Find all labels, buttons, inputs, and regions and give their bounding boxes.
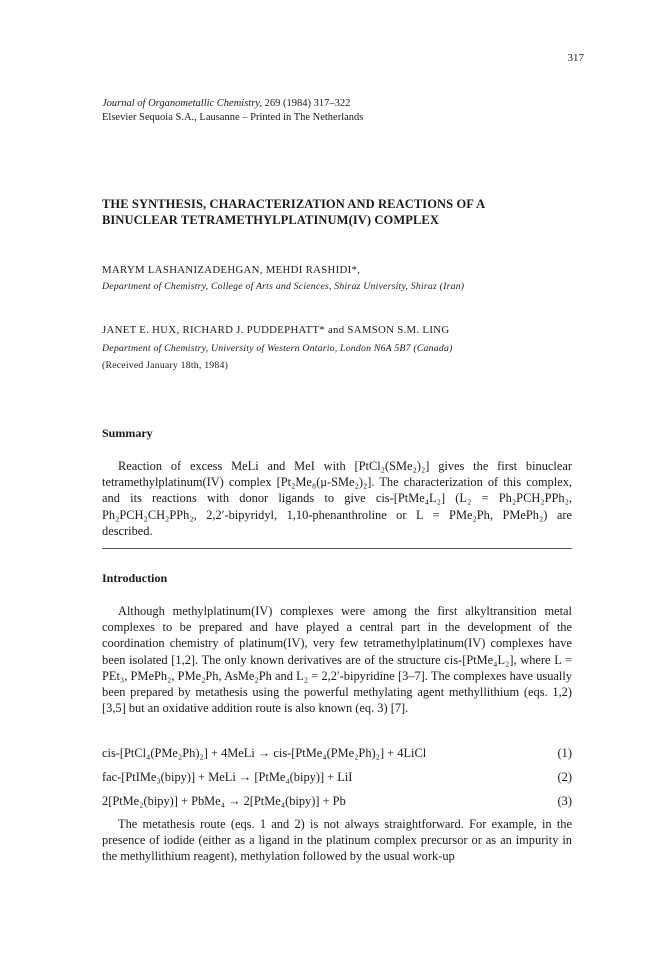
title-line-2: BINUCLEAR TETRAMETHYLPLATINUM(IV) COMPLEX bbox=[102, 213, 439, 227]
journal-name: Journal of Organometallic Chemistry, bbox=[102, 98, 263, 109]
equation-1-number: (1) bbox=[557, 746, 572, 760]
authors-group-2: JANET E. HUX, RICHARD J. PUDDEPHATT* and SAMSON S.M. LING bbox=[102, 324, 450, 336]
summary-text: Reaction of excess MeLi and MeI with [PtCl₂(SMe₂)₂] gives the first binuclear tetramethylplatinum(IV) complex [Pt₂Me₈(μ-SMe₂)₂]. The characterization of this complex, and its reactions with donor ligands to give cis-[PtMe₄L₂] (L₂ = Ph₂PCH₂PPh₂, Ph₂PCH₂CH₂PPh₂, 2,2′-bipyridyl, 1,10-phenanthroline or L = PMe₂Ph, PMePh₂) are described. bbox=[102, 459, 572, 538]
received-date: (Received January 18th, 1984) bbox=[102, 360, 229, 371]
introduction-text: Although methylplatinum(IV) complexes were among the first alkyltransition metal complexes to be prepared and have played a central part in the development of the coordination chemistry of platinum(IV), very few tetramethylplatinum(IV) complexes have been isolated [1,2]. The only known derivatives are of the structure cis-[PtMe₄L₂], where L = PEt₃, PMePh₂, PMe₂Ph, AsMe₂Ph and L₂ = 2,2′-bipyridine [3–7]. The complexes have usually been prepared by metathesis using the powerful methylating agent methyllithium (eqs. 1,2) [3,5] but an oxidative addition route is also known (eq. 3) [7]. bbox=[102, 604, 572, 716]
introduction-heading: Introduction bbox=[102, 571, 168, 585]
equation-1 bbox=[102, 746, 572, 764]
journal-citation bbox=[102, 97, 363, 125]
continuation-text: The metathesis route (eqs. 1 and 2) is not always straightforward. For example, in the presence of iodide (either as a ligand in the platinum complex precursor or as an impurity in the methyllithium reagent), methylation followed by the usual work-up bbox=[102, 817, 572, 864]
equation-3 bbox=[102, 794, 572, 812]
equation-3-number: (3) bbox=[557, 794, 572, 808]
affiliation-2: Department of Chemistry, University of Western Ontario, London N6A 5B7 (Canada) bbox=[102, 343, 453, 354]
equation-1-text: cis-[PtCl₄(PMe₂Ph)₂] + 4MeLi → cis-[PtMe₄(PMe₂Ph)₂] + 4LiCl bbox=[102, 746, 427, 760]
equation-2-text: fac-[PtIMe₃(bipy)] + MeLi → [PtMe₄(bipy)] + LiI bbox=[102, 770, 353, 784]
equation-2 bbox=[102, 770, 572, 788]
introduction-paragraph bbox=[102, 603, 572, 716]
journal-volume: 269 (1984) 317–322 bbox=[262, 98, 351, 109]
summary-heading: Summary bbox=[102, 426, 153, 440]
title-line-1: THE SYNTHESIS, CHARACTERIZATION AND REACTIONS OF A bbox=[102, 197, 486, 211]
article-title bbox=[102, 196, 572, 228]
publisher-line: Elsevier Sequoia S.A., Lausanne – Printed in The Netherlands bbox=[102, 112, 364, 123]
continuation-paragraph bbox=[102, 816, 572, 865]
equation-2-number: (2) bbox=[557, 770, 572, 784]
section-divider bbox=[102, 548, 572, 549]
authors-group-1: MARYM LASHANIZADEHGAN, MEHDI RASHIDI*, bbox=[102, 264, 361, 276]
equation-3-text: 2[PtMe₂(bipy)] + PbMe₄ → 2[PtMe₄(bipy)] + Pb bbox=[102, 794, 346, 808]
summary-paragraph bbox=[102, 458, 572, 539]
page-number: 317 bbox=[567, 52, 584, 64]
affiliation-1: Department of Chemistry, College of Arts and Sciences, Shiraz University, Shiraz (Iran) bbox=[102, 281, 465, 292]
